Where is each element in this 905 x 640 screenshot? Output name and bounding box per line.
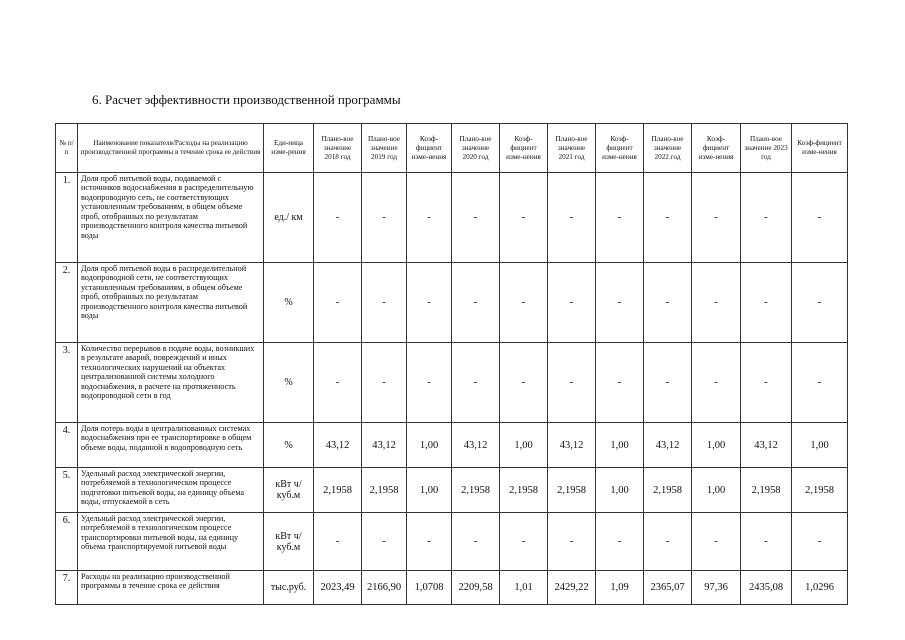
col-header-unit: Еди-ница изме-рения: [264, 124, 314, 173]
value-cell: 2,1958: [548, 468, 596, 513]
value-cell: -: [596, 173, 644, 263]
col-header-coef-2022: Коэф-фициент изме-нения: [692, 124, 741, 173]
value-cell: 2365,07: [644, 571, 692, 605]
value-cell: 2,1958: [644, 468, 692, 513]
col-header-plan-2019: Плано-вое значение 2019 год: [362, 124, 407, 173]
value-cell: 43,12: [548, 423, 596, 468]
value-cell: -: [452, 263, 500, 343]
value-cell: 1,00: [792, 423, 848, 468]
table-row: [56, 468, 848, 513]
value-cell: 2,1958: [362, 468, 407, 513]
col-header-num: № п/п: [56, 124, 78, 173]
col-header-plan-2018: Плано-вое значение 2018 год: [314, 124, 362, 173]
table-header: [56, 124, 848, 173]
value-cell: -: [452, 513, 500, 571]
unit-cell: %: [264, 343, 314, 423]
row-number: 2.: [56, 263, 78, 343]
value-cell: -: [644, 343, 692, 423]
value-cell: -: [792, 263, 848, 343]
value-cell: -: [792, 173, 848, 263]
value-cell: 43,12: [741, 423, 792, 468]
value-cell: -: [548, 343, 596, 423]
value-cell: 2023,49: [314, 571, 362, 605]
indicator-name: Удельный расход электрической энергии, потребляемой в технологическом процессе подготовки питьевой воды, на единицу объема воды, отпускаемой в сеть: [78, 468, 264, 513]
value-cell: -: [407, 513, 452, 571]
value-cell: -: [741, 263, 792, 343]
unit-cell: ед./ км: [264, 173, 314, 263]
table-row: [56, 263, 848, 343]
value-cell: 1,0296: [792, 571, 848, 605]
value-cell: -: [741, 343, 792, 423]
value-cell: -: [692, 173, 741, 263]
value-cell: -: [500, 343, 548, 423]
value-cell: 1,09: [596, 571, 644, 605]
value-cell: -: [362, 343, 407, 423]
row-number: 5.: [56, 468, 78, 513]
value-cell: -: [362, 263, 407, 343]
col-header-coef-2019: Коэф-фициент изме-нения: [407, 124, 452, 173]
value-cell: 43,12: [452, 423, 500, 468]
value-cell: -: [452, 343, 500, 423]
value-cell: -: [596, 263, 644, 343]
table-row: [56, 173, 848, 263]
table-row: [56, 423, 848, 468]
value-cell: -: [452, 173, 500, 263]
value-cell: 43,12: [362, 423, 407, 468]
indicator-name: Расходы на реализацию производственной программы в течение срока ее действия: [78, 571, 264, 605]
value-cell: 1,00: [407, 468, 452, 513]
row-number: 3.: [56, 343, 78, 423]
value-cell: 2,1958: [314, 468, 362, 513]
indicator-name: Доля проб питьевой воды, подаваемой с источников водоснабжения в распределительную водопроводную сеть, не соответствующих установленным требованиям, в общем объеме проб, отобранных по результатам производственного контроля качества питьевой воды: [78, 173, 264, 263]
efficiency-table: [55, 123, 848, 605]
col-header-coef-2020: Коэф-фициент изме-нения: [500, 124, 548, 173]
section-heading: 6. Расчет эффективности производственной программы: [92, 92, 401, 107]
value-cell: 1,00: [692, 423, 741, 468]
row-number: 6.: [56, 513, 78, 571]
value-cell: -: [692, 343, 741, 423]
value-cell: -: [792, 513, 848, 571]
value-cell: -: [407, 263, 452, 343]
value-cell: -: [792, 343, 848, 423]
value-cell: -: [692, 263, 741, 343]
value-cell: -: [500, 173, 548, 263]
value-cell: -: [548, 513, 596, 571]
value-cell: -: [407, 343, 452, 423]
value-cell: -: [362, 513, 407, 571]
indicator-name: Доля потерь воды в централизованных системах водоснабжения при ее транспортировке в общем объеме воды, поданной в водопроводную сеть: [78, 423, 264, 468]
table-row: [56, 343, 848, 423]
row-number: 1.: [56, 173, 78, 263]
value-cell: -: [596, 343, 644, 423]
col-header-plan-2023: Плано-вое значение 2023 год: [741, 124, 792, 173]
value-cell: -: [596, 513, 644, 571]
value-cell: 2,1958: [792, 468, 848, 513]
value-cell: 2,1958: [500, 468, 548, 513]
value-cell: -: [692, 513, 741, 571]
value-cell: -: [362, 173, 407, 263]
value-cell: -: [407, 173, 452, 263]
value-cell: 1,0708: [407, 571, 452, 605]
row-number: 7.: [56, 571, 78, 605]
value-cell: 2,1958: [741, 468, 792, 513]
table-row: [56, 513, 848, 571]
value-cell: -: [314, 173, 362, 263]
value-cell: 2435,08: [741, 571, 792, 605]
indicator-name: Количество перерывов в подаче воды, возникших в результате аварий, повреждений и иных технологических нарушений на объектах централизованной системы холодного водоснабжения, в расчете на протяженность водопроводной сети в год: [78, 343, 264, 423]
indicator-name: Удельный расход электрической энергии, потребляемой в технологическом процессе транспортировки питьевой воды, на единицу объема транспортируемой питьевой воды: [78, 513, 264, 571]
unit-cell: тыс.руб.: [264, 571, 314, 605]
value-cell: -: [644, 263, 692, 343]
value-cell: 97,36: [692, 571, 741, 605]
unit-cell: кВт ч/куб.м: [264, 513, 314, 571]
unit-cell: %: [264, 423, 314, 468]
value-cell: 43,12: [644, 423, 692, 468]
unit-cell: кВт ч/куб.м: [264, 468, 314, 513]
value-cell: 1,00: [596, 423, 644, 468]
value-cell: -: [741, 513, 792, 571]
value-cell: -: [548, 263, 596, 343]
unit-cell: %: [264, 263, 314, 343]
value-cell: -: [314, 263, 362, 343]
value-cell: 1,00: [596, 468, 644, 513]
col-header-plan-2022: Плано-вое значение 2022 год: [644, 124, 692, 173]
value-cell: 2,1958: [452, 468, 500, 513]
value-cell: -: [314, 343, 362, 423]
value-cell: -: [500, 513, 548, 571]
value-cell: 2166,90: [362, 571, 407, 605]
value-cell: 1,01: [500, 571, 548, 605]
value-cell: 43,12: [314, 423, 362, 468]
value-cell: -: [644, 513, 692, 571]
value-cell: 1,00: [692, 468, 741, 513]
row-number: 4.: [56, 423, 78, 468]
value-cell: -: [644, 173, 692, 263]
value-cell: 1,00: [500, 423, 548, 468]
value-cell: -: [314, 513, 362, 571]
value-cell: 2429,22: [548, 571, 596, 605]
col-header-plan-2020: Плано-вое значение 2020 год: [452, 124, 500, 173]
table-body: [56, 173, 848, 605]
col-header-coef-2023: Коэф-фициент изме-нения: [792, 124, 848, 173]
col-header-plan-2021: Плано-вое значение 2021 год: [548, 124, 596, 173]
table-row: [56, 571, 848, 605]
value-cell: 1,00: [407, 423, 452, 468]
col-header-name: Наименование показателя/Расходы на реализацию производственной программы в течение срока ее действия: [78, 124, 264, 173]
value-cell: 2209,58: [452, 571, 500, 605]
value-cell: -: [741, 173, 792, 263]
value-cell: -: [500, 263, 548, 343]
value-cell: -: [548, 173, 596, 263]
col-header-coef-2021: Коэф-фициент изме-нения: [596, 124, 644, 173]
indicator-name: Доля проб питьевой воды в распределительной водопроводной сети, не соответствующих установленным требованиям, в общем объеме проб, отобранных по результатам производственного контроля качества питьевой воды: [78, 263, 264, 343]
